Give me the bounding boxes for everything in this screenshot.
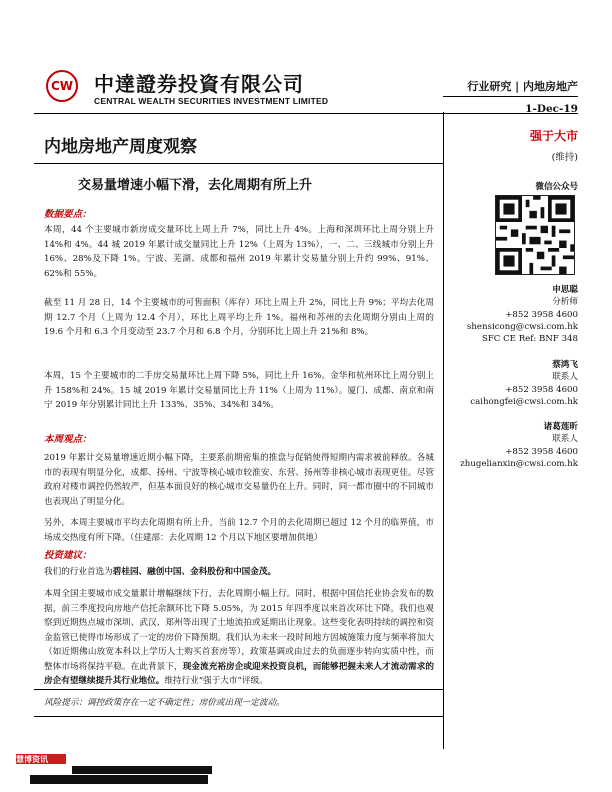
section-heading-data: 数据要点： [44,209,92,220]
company-name-cn: 中達證券投資有限公司 [94,72,304,96]
body-end-divider [34,716,443,717]
title-divider [34,163,443,164]
paragraph-advice-main [44,587,434,689]
rating-status: (维持) [551,152,578,163]
paragraph-data-2: 截至 11 月 28 日，14 个主要城市的可售面积（库存）环比上周上升 2%，同比上升 9%；平均去化周期 12.7 个月（上周为 12.4 个月），环比上周平均上升 1%。福州和苏州的去化周期分别由上周的 19.6 个月和 6.3 个月变动至 23.7 个月和 6.8 个月，分别环比上周上升 21%和 8%。 [44,298,434,337]
footer-redacted-line [30,775,208,784]
contact-email[interactable]: caihongfei@cwsi.com.hk [470,396,578,407]
wechat-qr-code [495,195,575,275]
section-heading-view: 本周观点： [44,434,92,445]
contact-role: 联系人 [552,372,578,383]
contact-email[interactable]: zhugelianxin@cwsi.com.hk [460,458,578,469]
report-date: 1-Dec-19 [525,103,578,115]
contact-phone: +852 3958 4600 [505,446,578,457]
rating-label: 强于大市 [529,129,578,143]
contact-card [460,421,578,470]
risk-divider [34,689,443,690]
footer-watermark-logo: 慧博资讯 [16,755,48,764]
paragraph-view-1: 2019 年累计交易量增速近期小幅下降，主要系前期密集的推盘与促销使得短期内需求被前释放。各城市的表现有明显分化，成都、扬州、宁波等核心城市较淮安、东营、扬州等非核心城市表现更佳。尽管政府对楼市调控仍然较严，但基本面良好的核心城市交易量仍在上升。同时，同一都市圈中的不同城市也表现出了明显分化。 [44,453,434,507]
advice-highlight: 现金流充裕房企或迎来投资良机，而能够把握未来人才流动需求的房企有望继续提升其行业地位。 [44,661,434,686]
company-logo: CW [46,70,78,102]
contact-role: 联系人 [552,434,578,445]
contact-card [467,284,578,345]
advice-tail: 维持行业“强于大市”评级。 [164,676,268,686]
picks-list: 碧桂园、融创中国、金科股份和中国金茂。 [112,567,277,577]
paragraph-data-3: 本周，15 个主要城市的二手房交易量环比上周下降 5%，同比上升 16%。金华和杭州环比上周分别上升 158%和 24%。15 城 2019 年累计交易量同比上升 11%（上周为 11%）。厦门、成都、南京和南宁 2019 年分别累计同比上升 133%、35%、34%和 34%。 [44,371,434,410]
contact-card [470,359,578,408]
contact-phone: +852 3958 4600 [505,309,578,320]
header-divider [34,113,578,114]
section-heading-advice: 投资建议： [44,550,92,561]
risk-warning: 风险提示：调控政策存在一定不确定性；房价或出现一定波动。 [44,698,285,708]
contact-cert: SFC CE Ref: BNF 348 [481,334,578,345]
paragraph-data-1: 本周，44 个主要城市新房成交量环比上周上升 7%，同比上升 4%。上海和深圳环比上周分别上升 14%和 4%。44 城 2019 年累计成交量同比上升 12%（上周为 13%），一、二、三线城市分别上升 16%、28%及下降 1%。宁波、芜湖、成都和福州 2019 年累计交易量分别上升约 99%、91%、62%和 55%。 [44,225,434,279]
contact-email[interactable]: shensicong@cwsi.com.hk [466,321,578,332]
company-name-en: CENTRAL WEALTH SECURITIES INVESTMENT LIMITED [94,96,329,106]
page-subtitle: 交易量增速小幅下滑，去化周期有所上升 [78,178,313,193]
header-divider-right [443,96,578,97]
contact-name: 申思聪 [552,285,578,295]
footer-redacted-line [72,766,212,774]
paragraph-advice-picks [44,565,434,580]
contact-name: 诸葛莲昕 [543,422,578,432]
page-title: 内地房地产周度观察 [44,137,197,157]
contact-phone: +852 3958 4600 [505,384,578,395]
advice-text: 本周全国主要城市成交量累计增幅继续下行，去化周期小幅上行。同时，根据中国信托业协会发布的数据，前三季度投向房地产信托余额环比下降 5.05%，为 2015 年四季度以来首次环比下降。我们也观察到近期热点城市深圳、武汉、郑州等出现了土地流拍或延期出让现象。这些变化表明持续的调控和资金监管已使得市场形成了一定的房价下降预期。我们认为未来一段时间地方因城施策力度与频率将加大（如近期佛山放宽本科以上学历人士购买首套房等），政策基调或由过去的负面逐步转向实质中性，而整体市场将保持平稳。在此背景下， [44,589,434,672]
report-category: 行业研究 | 内地房地产 [467,80,578,93]
picks-intro: 我们的行业首选为 [44,567,113,577]
contact-role: 分析师 [552,297,578,308]
column-divider [443,112,444,749]
paragraph-view-2: 另外，本周主要城市平均去化周期有所上升，当前 12.7 个月的去化周期已超过 12 个月的临界值，市场成交热度有所下降。（住建部：去化周期 12 个月以下地区要增加供地） [44,518,434,543]
contact-name: 蔡鸿飞 [552,360,578,370]
wechat-label: 微信公众号 [535,182,578,192]
